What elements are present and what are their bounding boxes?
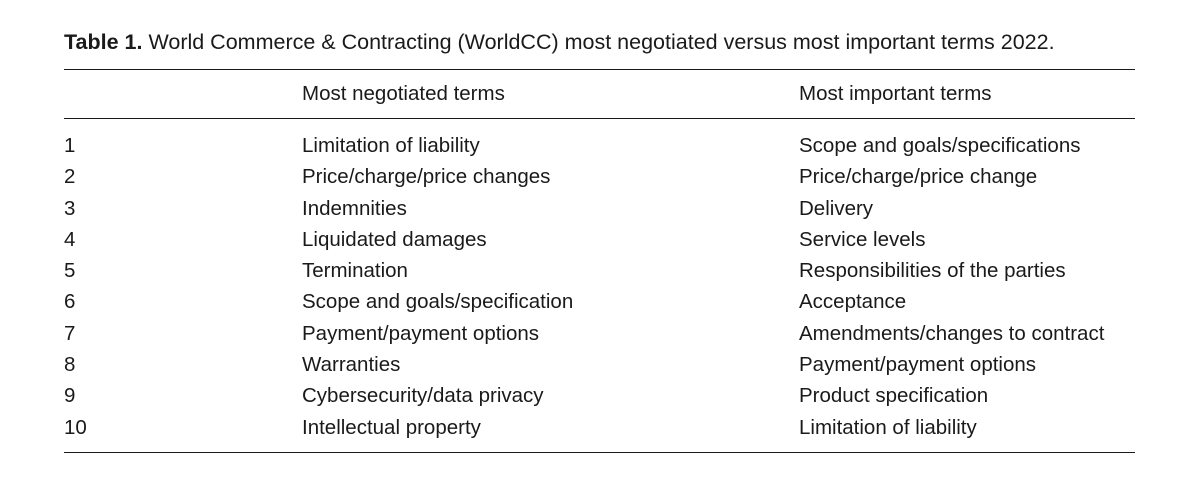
important-term-cell: Scope and goals/specifications (799, 134, 1081, 157)
table-row (0, 165, 1200, 196)
important-term-cell: Amendments/changes to contract (799, 321, 1105, 345)
important-term-cell: Responsibilities of the parties (799, 259, 1066, 283)
rank-cell: 1 (64, 134, 76, 157)
negotiated-term-cell: Warranties (302, 353, 401, 377)
table-bottom-rule (64, 452, 1135, 453)
important-term-cell: Service levels (799, 227, 926, 251)
table-row (0, 228, 1200, 259)
rank-cell: 2 (64, 165, 76, 189)
header-most-important: Most important terms (799, 82, 992, 105)
table-header-rule (64, 118, 1135, 119)
rank-cell: 4 (64, 227, 76, 251)
negotiated-term-cell: Scope and goals/specification (302, 290, 574, 314)
table-caption-label: Table 1. (64, 30, 143, 54)
table-top-rule (64, 69, 1135, 70)
table-caption (64, 30, 1055, 55)
negotiated-term-cell: Liquidated damages (302, 227, 487, 251)
important-term-cell: Acceptance (799, 290, 907, 314)
negotiated-term-cell: Limitation of liability (302, 134, 480, 157)
negotiated-term-cell: Termination (302, 259, 408, 283)
rank-cell: 9 (64, 384, 76, 408)
rank-cell: 8 (64, 353, 76, 377)
rank-cell: 10 (64, 415, 87, 439)
table-row (0, 290, 1200, 321)
table-row (0, 384, 1200, 415)
negotiated-term-cell: Price/charge/price changes (302, 165, 551, 189)
important-term-cell: Product specification (799, 384, 989, 408)
negotiated-term-cell: Indemnities (302, 196, 407, 220)
header-most-negotiated: Most negotiated terms (302, 82, 505, 105)
table-body (0, 134, 1200, 447)
rank-cell: 7 (64, 321, 76, 345)
negotiated-term-cell: Intellectual property (302, 415, 481, 439)
table-row (0, 134, 1200, 165)
table-row (0, 416, 1200, 447)
important-term-cell: Delivery (799, 196, 874, 220)
important-term-cell: Price/charge/price change (799, 165, 1038, 189)
rank-cell: 6 (64, 290, 76, 314)
negotiated-term-cell: Cybersecurity/data privacy (302, 384, 544, 408)
table-row (0, 353, 1200, 384)
table-row (0, 259, 1200, 290)
negotiated-term-cell: Payment/payment options (302, 321, 540, 345)
important-term-cell: Payment/payment options (799, 353, 1037, 377)
table-row (0, 197, 1200, 228)
table-caption-text: World Commerce & Contracting (WorldCC) most negotiated versus most important terms 2022. (148, 30, 1055, 54)
important-term-cell: Limitation of liability (799, 415, 977, 439)
table-row (0, 322, 1200, 353)
rank-cell: 3 (64, 196, 76, 220)
rank-cell: 5 (64, 259, 76, 283)
